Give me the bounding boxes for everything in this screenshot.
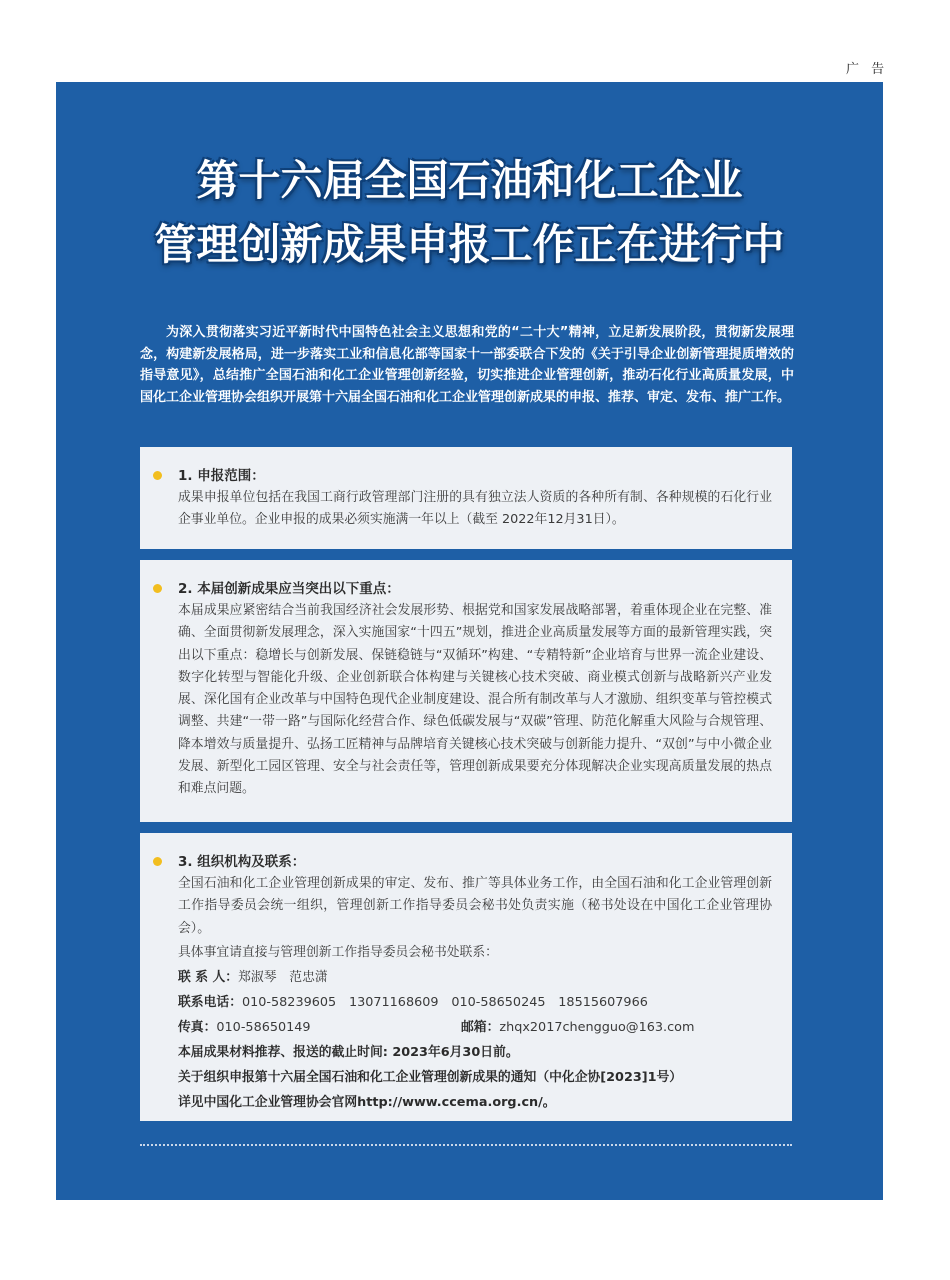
contact-person-row (178, 965, 772, 990)
contact-phone-label: 联系电话： (178, 994, 242, 1010)
contact-email (461, 1015, 694, 1040)
intro-paragraph: 为深入贯彻落实习近平新时代中国特色社会主义思想和党的“二十大”精神，立足新发展阶段，贯彻新发展理念，构建新发展格局，进一步落实工业和信息化部等国家十一部委联合下发的《关于引导企业创新管理提质增效的指导意见》，总结推广全国石油和化工企业管理创新经验，切实推进企业管理创新，推动石化行业高质量发展，中国化工企业管理协会组织开展第十六届全国石油和化工企业管理创新成果的申报、推荐、审定、发布、推广工作。 (140, 325, 794, 405)
contact-intro: 具体事宜请直接与管理创新工作指导委员会秘书处联系： (178, 944, 498, 960)
contact-phone-row (178, 990, 772, 1015)
contact-email-value: zhqx2017chengguo@163.com (499, 1019, 695, 1035)
contact-email-label: 邮箱： (461, 1019, 500, 1035)
contact-person-label: 联 系 人： (178, 969, 239, 985)
headline-line-1: 第十六届全国石油和化工企业 (196, 156, 743, 205)
section-title: 2. 本届创新成果应当突出以下重点： (178, 581, 400, 597)
ad-label: 广 告 (846, 62, 889, 77)
headline-line-2: 管理创新成果申报工作正在进行中 (154, 220, 785, 269)
contact-fax-label: 传真： (178, 1019, 217, 1035)
contact-fax-email-row (178, 1015, 772, 1040)
bullet-dot-icon (153, 471, 162, 480)
bullet-dot-icon (153, 584, 162, 593)
contact-phone-value: 010-58239605 13071168609 010-58650245 18515607966 (241, 994, 648, 1010)
deadline-text: 本届成果材料推荐、报送的截止时间: 2023年6月30日前。 (178, 1044, 519, 1060)
section-card-scope (140, 447, 792, 549)
section-body: 本届成果应紧密结合当前我国经济社会发展形势、根据党和国家发展战略部署，着重体现企业在完整、准确、全面贯彻新发展理念，深入实施国家“十四五”规划，推进企业高质量发展等方面的最新管理实践，突出以下重点：稳增长与创新发展、保链稳链与“双循环”构建、“专精特新”企业培育与世界一流企业建设、数字化转型与智能化升级、企业创新联合体构建与关键核心技术突破、商业模式创新与战略新兴产业发展、深化国有企业改革与中国特色现代企业制度建设、混合所有制改革与人才激励、组织变革与管控模式调整、共建“一带一路”与国际化经营合作、绿色低碳发展与“双碳”管理、防范化解重大风险与合规管理、降本增效与质量提升、弘扬工匠精神与品牌培育关键核心技术突破与创新能力提升、“双创”与中小微企业发展、新型化工园区管理、安全与社会责任等，管理创新成果要充分体现解决企业实现高质量发展的热点和难点问题。 (178, 603, 772, 797)
section-body: 全国石油和化工企业管理创新成果的审定、发布、推广等具体业务工作，由全国石油和化工企业管理创新工作指导委员会统一组织，管理创新工作指导委员会秘书处负责实施（秘书处设在中国化工企业管理协会）。 (178, 876, 772, 936)
bullet-dot-icon (153, 857, 162, 866)
notice-text: 关于组织申报第十六届全国石油和化工企业管理创新成果的通知（中化企协[2023]1号） (178, 1069, 683, 1085)
section-card-contact (140, 833, 792, 1121)
section-title: 3. 组织机构及联系： (178, 854, 306, 870)
contact-person-value: 郑淑琴 范忠潇 (238, 969, 328, 985)
contact-fax-value: 010-58650149 (216, 1019, 311, 1035)
section-body: 成果申报单位包括在我国工商行政管理部门注册的具有独立法人资质的各种所有制、各种规模的石化行业企事业单位。企业申报的成果必须实施满一年以上（截至 2022年12月31日）。 (178, 490, 772, 528)
website-text: 详见中国化工企业管理协会官网http://www.ccema.org.cn/。 (178, 1094, 556, 1110)
section-card-focus (140, 560, 792, 822)
section-title: 1. 申报范围： (178, 468, 265, 484)
poster-panel (56, 82, 883, 1200)
dotted-divider (140, 1144, 792, 1146)
